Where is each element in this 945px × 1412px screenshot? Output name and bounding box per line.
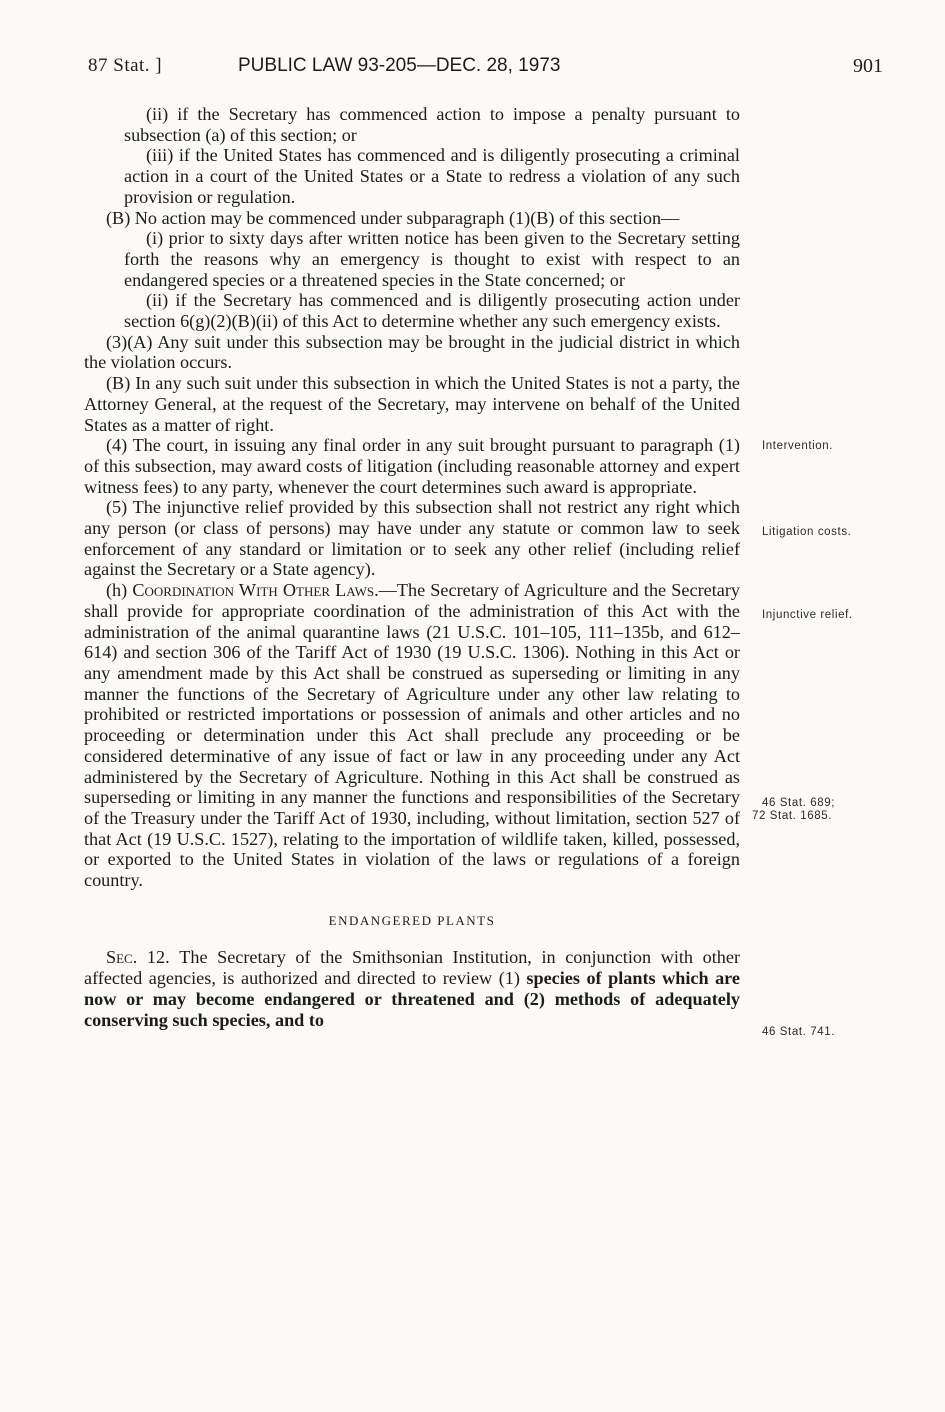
section-12-text [84, 947, 740, 1030]
margin-note-stat-689: 46 Stat. 689; [762, 797, 836, 809]
margin-note-intervention: Intervention. [762, 440, 834, 452]
page-header [88, 55, 883, 83]
margin-note-injunctive-relief: Injunctive relief. [762, 609, 853, 621]
subparagraph-b-no-action: (B) No action may be commenced under subparagraph (1)(B) of this section— [106, 207, 680, 228]
margin-note-stat-741: 46 Stat. 741. [762, 1026, 836, 1038]
section-heading: ENDANGERED PLANTS [328, 912, 496, 928]
paragraph-4-litigation-costs: (4) The court, in issuing any final order in any suit brought pursuant to paragraph (1) of this subsection, may award costs of litigation (including reasonable attorney and expert witness fees) to any party, whenever the court determines such award is appropriate. [84, 435, 740, 497]
body-text [84, 104, 740, 1030]
paragraph-5-injunctive-relief: (5) The injunctive relief provided by this subsection shall not restrict any right which any person (or class of persons) may have under any statute or common law to seek enforcement of any standard or limitation or to seek any other relief (including relief against the Secretary or a State agency). [84, 497, 740, 580]
clause-i-sixty-days: (i) prior to sixty days after written notice has been given to the Secretary setting forth the reasons why an emergency is thought to exist with respect to an endangered species or a threatened species in the State concerned; or [124, 228, 740, 290]
subsection-label: (h) [106, 580, 133, 601]
statute-reference: 87 Stat. ] [88, 55, 163, 76]
subsection-text: —The Secretary of Agriculture and the Secretary shall provide for appropriate coordination of the administration of this Act with the administration of the animal quarantine laws (21 U.S.C. 101–105, 111–135b, and 612–614) and section 306 of the Tariff Act of 1930 (19 U.S.C. 1306). Nothing in this Act or any amendment made by this Act shall be construed as superseding or limiting in any manner the functions of the Secretary of Agriculture under any other law relating to prohibited or restricted importations or possession of animals and other articles and no proceeding or determination under this Act shall preclude any proceeding or be considered determinative of any issue of fact or law in any proceeding under any Act administered by the Secretary of Agriculture. Nothing in this Act shall be construed as superseding or limiting in any manner the functions and responsibilities of the Secretary of the Treasury under the Tariff Act of 1930, including, without limitation, section 527 of that Act (19 U.S.C. 1527), relating to the importation of wildlife taken, killed, possessed, or exported to the United States in violation of the laws or regulations of a foreign country. [84, 580, 740, 891]
subsection-heading: Coordination With Other Laws. [132, 580, 379, 601]
section-12-opening: The Secretary of the Smithsonian Institution, in conjunction with other affected agencies, is authorized and directed to review (1) [84, 947, 741, 989]
clause-iii-criminal-action: (iii) if the United States has commenced and is diligently prosecuting a criminal action in a court of the United States or a State to redress a violation of any such provision or regulation. [124, 145, 740, 207]
clause-ii-prosecuting: (ii) if the Secretary has commenced and is diligently prosecuting action under section 6(g)(2)(B)(ii) of this Act to determine whether any such emergency exists. [124, 290, 740, 332]
paragraph-3a-venue: (3)(A) Any suit under this subsection may be brought in the judicial district in which the violation occurs. [84, 331, 740, 373]
clause-ii-penalty: (ii) if the Secretary has commenced action to impose a penalty pursuant to subsection (a) of this section; or [124, 104, 740, 145]
paragraph-3b-intervention: (B) In any such suit under this subsection in which the United States is not a party, the Attorney General, at the request of the Secretary, may intervene on behalf of the United States as a matter of right. [84, 373, 740, 435]
subsection-h-coordination [84, 580, 740, 891]
running-title: PUBLIC LAW 93-205—DEC. 28, 1973 [238, 55, 561, 76]
section-12-bold-text: species of plants which are now or may become endangered or threatened and (2) methods of adequately conserving such species, and to [84, 968, 740, 1030]
margin-note-litigation-costs: Litigation costs. [762, 526, 852, 538]
margin-note-stat-1685: 72 Stat. 1685. [752, 810, 833, 822]
section-label: Sec. 12. [106, 947, 180, 968]
page-number: 901 [853, 55, 883, 77]
